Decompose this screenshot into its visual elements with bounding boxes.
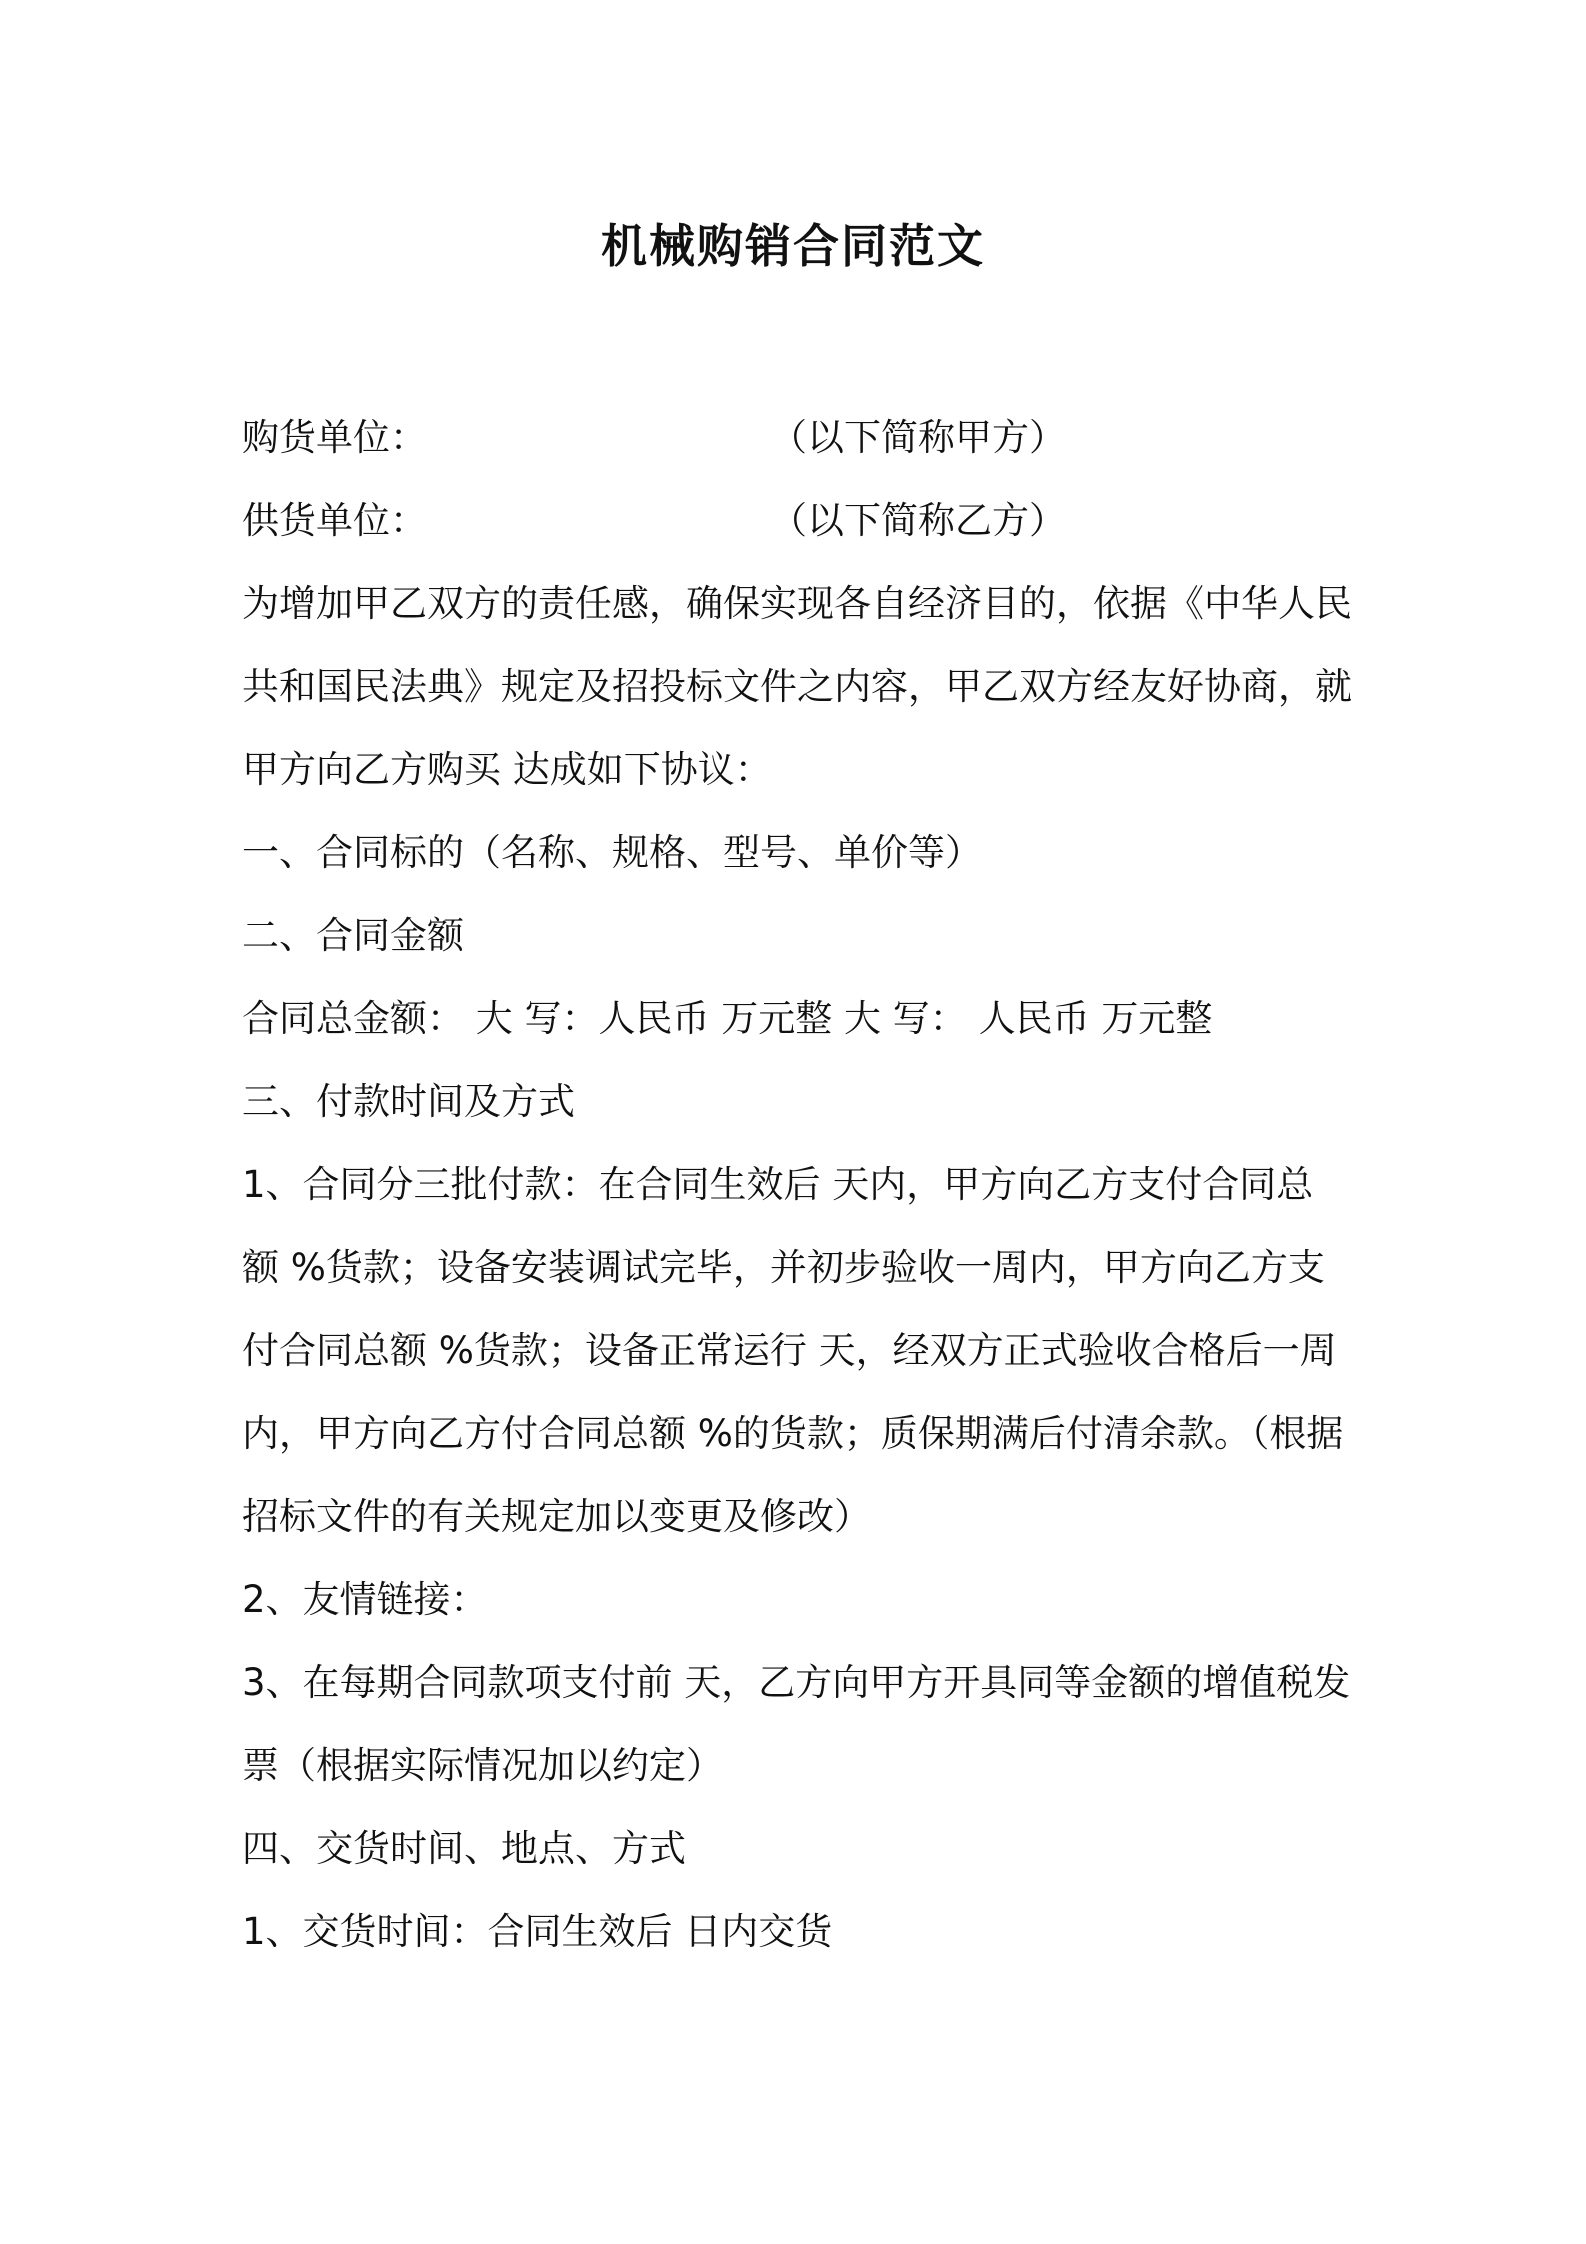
paragraph-line: 3、在每期合同款项支付前 天，乙方向甲方开具同等金额的增值税发 [242, 1661, 1351, 1704]
section-heading: 三、付款时间及方式 [242, 1080, 575, 1123]
supplier-note: （以下简称乙方） [770, 499, 1066, 542]
section-heading: 二、合同金额 [242, 914, 464, 957]
paragraph-line: 合同总金额： 大 写：人民币 万元整 大 写： 人民币 万元整 [242, 997, 1213, 1040]
paragraph-line: 共和国民法典》规定及招投标文件之内容，甲乙双方经友好协商，就 [242, 665, 1352, 708]
supplier-label: 供货单位： [242, 499, 427, 542]
paragraph-line: 票（根据实际情况加以约定） [242, 1744, 723, 1787]
paragraph-line: 内，甲方向乙方付合同总额 %的货款；质保期满后付清余款。（根据 [242, 1412, 1344, 1455]
supplier-field [242, 495, 1372, 547]
paragraph-line: 1、合同分三批付款：在合同生效后 天内，甲方向乙方支付合同总 [242, 1163, 1314, 1206]
buyer-field [242, 412, 1372, 464]
section-heading: 一、合同标的（名称、规格、型号、单价等） [242, 831, 982, 874]
paragraph-line: 招标文件的有关规定加以变更及修改） [242, 1495, 871, 1538]
buyer-label: 购货单位： [242, 416, 427, 459]
paragraph-line: 2、友情链接： [242, 1578, 488, 1621]
document-title: 机械购销合同范文 [601, 219, 985, 273]
paragraph-line: 额 %货款；设备安装调试完毕，并初步验收一周内，甲方向乙方支 [242, 1246, 1325, 1289]
paragraph-line: 为增加甲乙双方的责任感，确保实现各自经济目的，依据《中华人民 [242, 582, 1352, 625]
buyer-note: （以下简称甲方） [770, 416, 1066, 459]
paragraph-line: 甲方向乙方购买 达成如下协议： [242, 748, 772, 791]
paragraph-line: 1、交货时间：合同生效后 日内交货 [242, 1910, 833, 1953]
paragraph-line: 付合同总额 %货款；设备正常运行 天，经双方正式验收合格后一周 [242, 1329, 1337, 1372]
section-heading: 四、交货时间、地点、方式 [242, 1827, 686, 1870]
